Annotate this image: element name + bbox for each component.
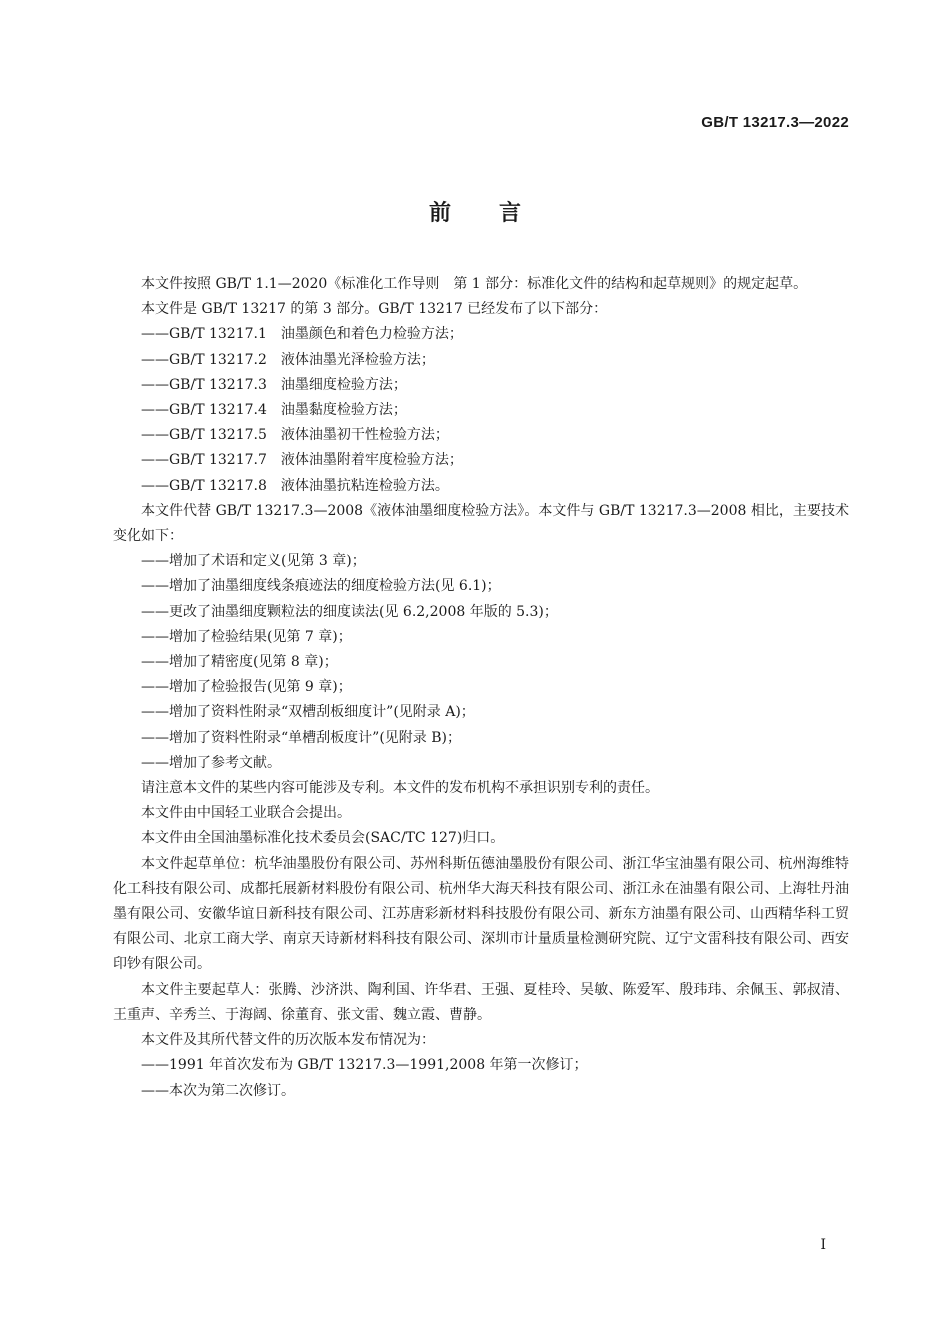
- list-item: ——本次为第二次修订。: [141, 1082, 295, 1099]
- page-title: [0, 196, 950, 227]
- paragraph: 本文件代替 GB/T 13217.3—2008《液体油墨细度检验方法》。本文件与 GB/T 13217.3—2008 相比，主要技术变化如下：: [113, 502, 849, 545]
- paragraph: 本文件及其所代替文件的历次版本发布情况为：: [141, 1032, 435, 1049]
- list-item: ——GB/T 13217.8 液体油墨抗粘连检验方法。: [141, 477, 449, 494]
- list-item: ——GB/T 13217.1 油墨颜色和着色力检验方法；: [141, 326, 463, 343]
- list-item: ——增加了精密度(见第 8 章)；: [141, 654, 338, 671]
- list-item: ——增加了检验报告(见第 9 章)；: [141, 679, 352, 696]
- paragraph: 本文件由全国油墨标准化技术委员会(SAC/TC 127)归口。: [141, 830, 505, 847]
- list-item: ——GB/T 13217.7 液体油墨附着牢度检验方法；: [141, 452, 463, 469]
- list-item: ——更改了油墨细度颗粒法的细度读法(见 6.2,2008 年版的 5.3)；: [141, 603, 558, 620]
- paragraph: 本文件主要起草人：张腾、沙济洪、陶利国、许华君、王强、夏桂玲、吴敏、陈爱军、殷玮玮、余佩玉、郭叔清、王重声、辛秀兰、于海阔、徐董育、张文雷、魏立霞、曹静。: [113, 981, 849, 1023]
- paragraph: 本文件按照 GB/T 1.1—2020《标准化工作导则 第 1 部分：标准化文件的结构和起草规则》的规定起草。: [141, 276, 808, 292]
- list-item: ——增加了检验结果(见第 7 章)；: [141, 628, 352, 645]
- paragraph: 本文件由中国轻工业联合会提出。: [141, 805, 351, 822]
- paragraph: 本文件起草单位：杭华油墨股份有限公司、苏州科斯伍德油墨股份有限公司、浙江华宝油墨有限公司、杭州海维特化工科技有限公司、成都托展新材料股份有限公司、杭州华大海天科技有限公司、浙江永在油墨有限公司、上海牡丹油墨有限公司、安徽华谊日新科技有限公司、江苏唐彩新材料科技股份有限公司、新东方油墨有限公司、山西精华科工贸有限公司、北京工商大学、南京天诗新材料科技有限公司、深圳市计量质量检测研究院、辽宁文雷科技有限公司、西安印钞有限公司。: [113, 855, 849, 973]
- page-title-char-1: 前: [428, 201, 451, 226]
- list-item: ——增加了资料性附录“双槽刮板细度计”(见附录 A)；: [141, 704, 475, 721]
- page-title-char-2: 言: [499, 201, 522, 226]
- list-item: ——增加了油墨细度线条痕迹法的细度检验方法(见 6.1)；: [141, 578, 501, 595]
- document-code: GB/T 13217.3—2022: [701, 114, 849, 131]
- list-item: ——增加了资料性附录“单槽刮板度计”(见附录 B)；: [141, 729, 461, 746]
- list-item: ——GB/T 13217.3 油墨细度检验方法；: [141, 376, 407, 393]
- list-item: ——GB/T 13217.2 液体油墨光泽检验方法；: [141, 351, 435, 368]
- list-item: ——GB/T 13217.4 油墨黏度检验方法；: [141, 402, 407, 419]
- list-item: ——GB/T 13217.5 液体油墨初干性检验方法；: [141, 427, 449, 444]
- paragraph: 请注意本文件的某些内容可能涉及专利。本文件的发布机构不承担识别专利的责任。: [141, 780, 659, 797]
- list-item: ——1991 年首次发布为 GB/T 13217.3—1991,2008 年第一次修订；: [141, 1057, 588, 1074]
- foreword-body: [113, 272, 849, 1104]
- list-item: ——增加了参考文献。: [141, 754, 281, 771]
- paragraph: 本文件是 GB/T 13217 的第 3 部分。GB/T 13217 已经发布了以下部分：: [141, 301, 608, 318]
- page-number: I: [820, 1237, 826, 1253]
- list-item: ——增加了术语和定义(见第 3 章)；: [141, 553, 366, 570]
